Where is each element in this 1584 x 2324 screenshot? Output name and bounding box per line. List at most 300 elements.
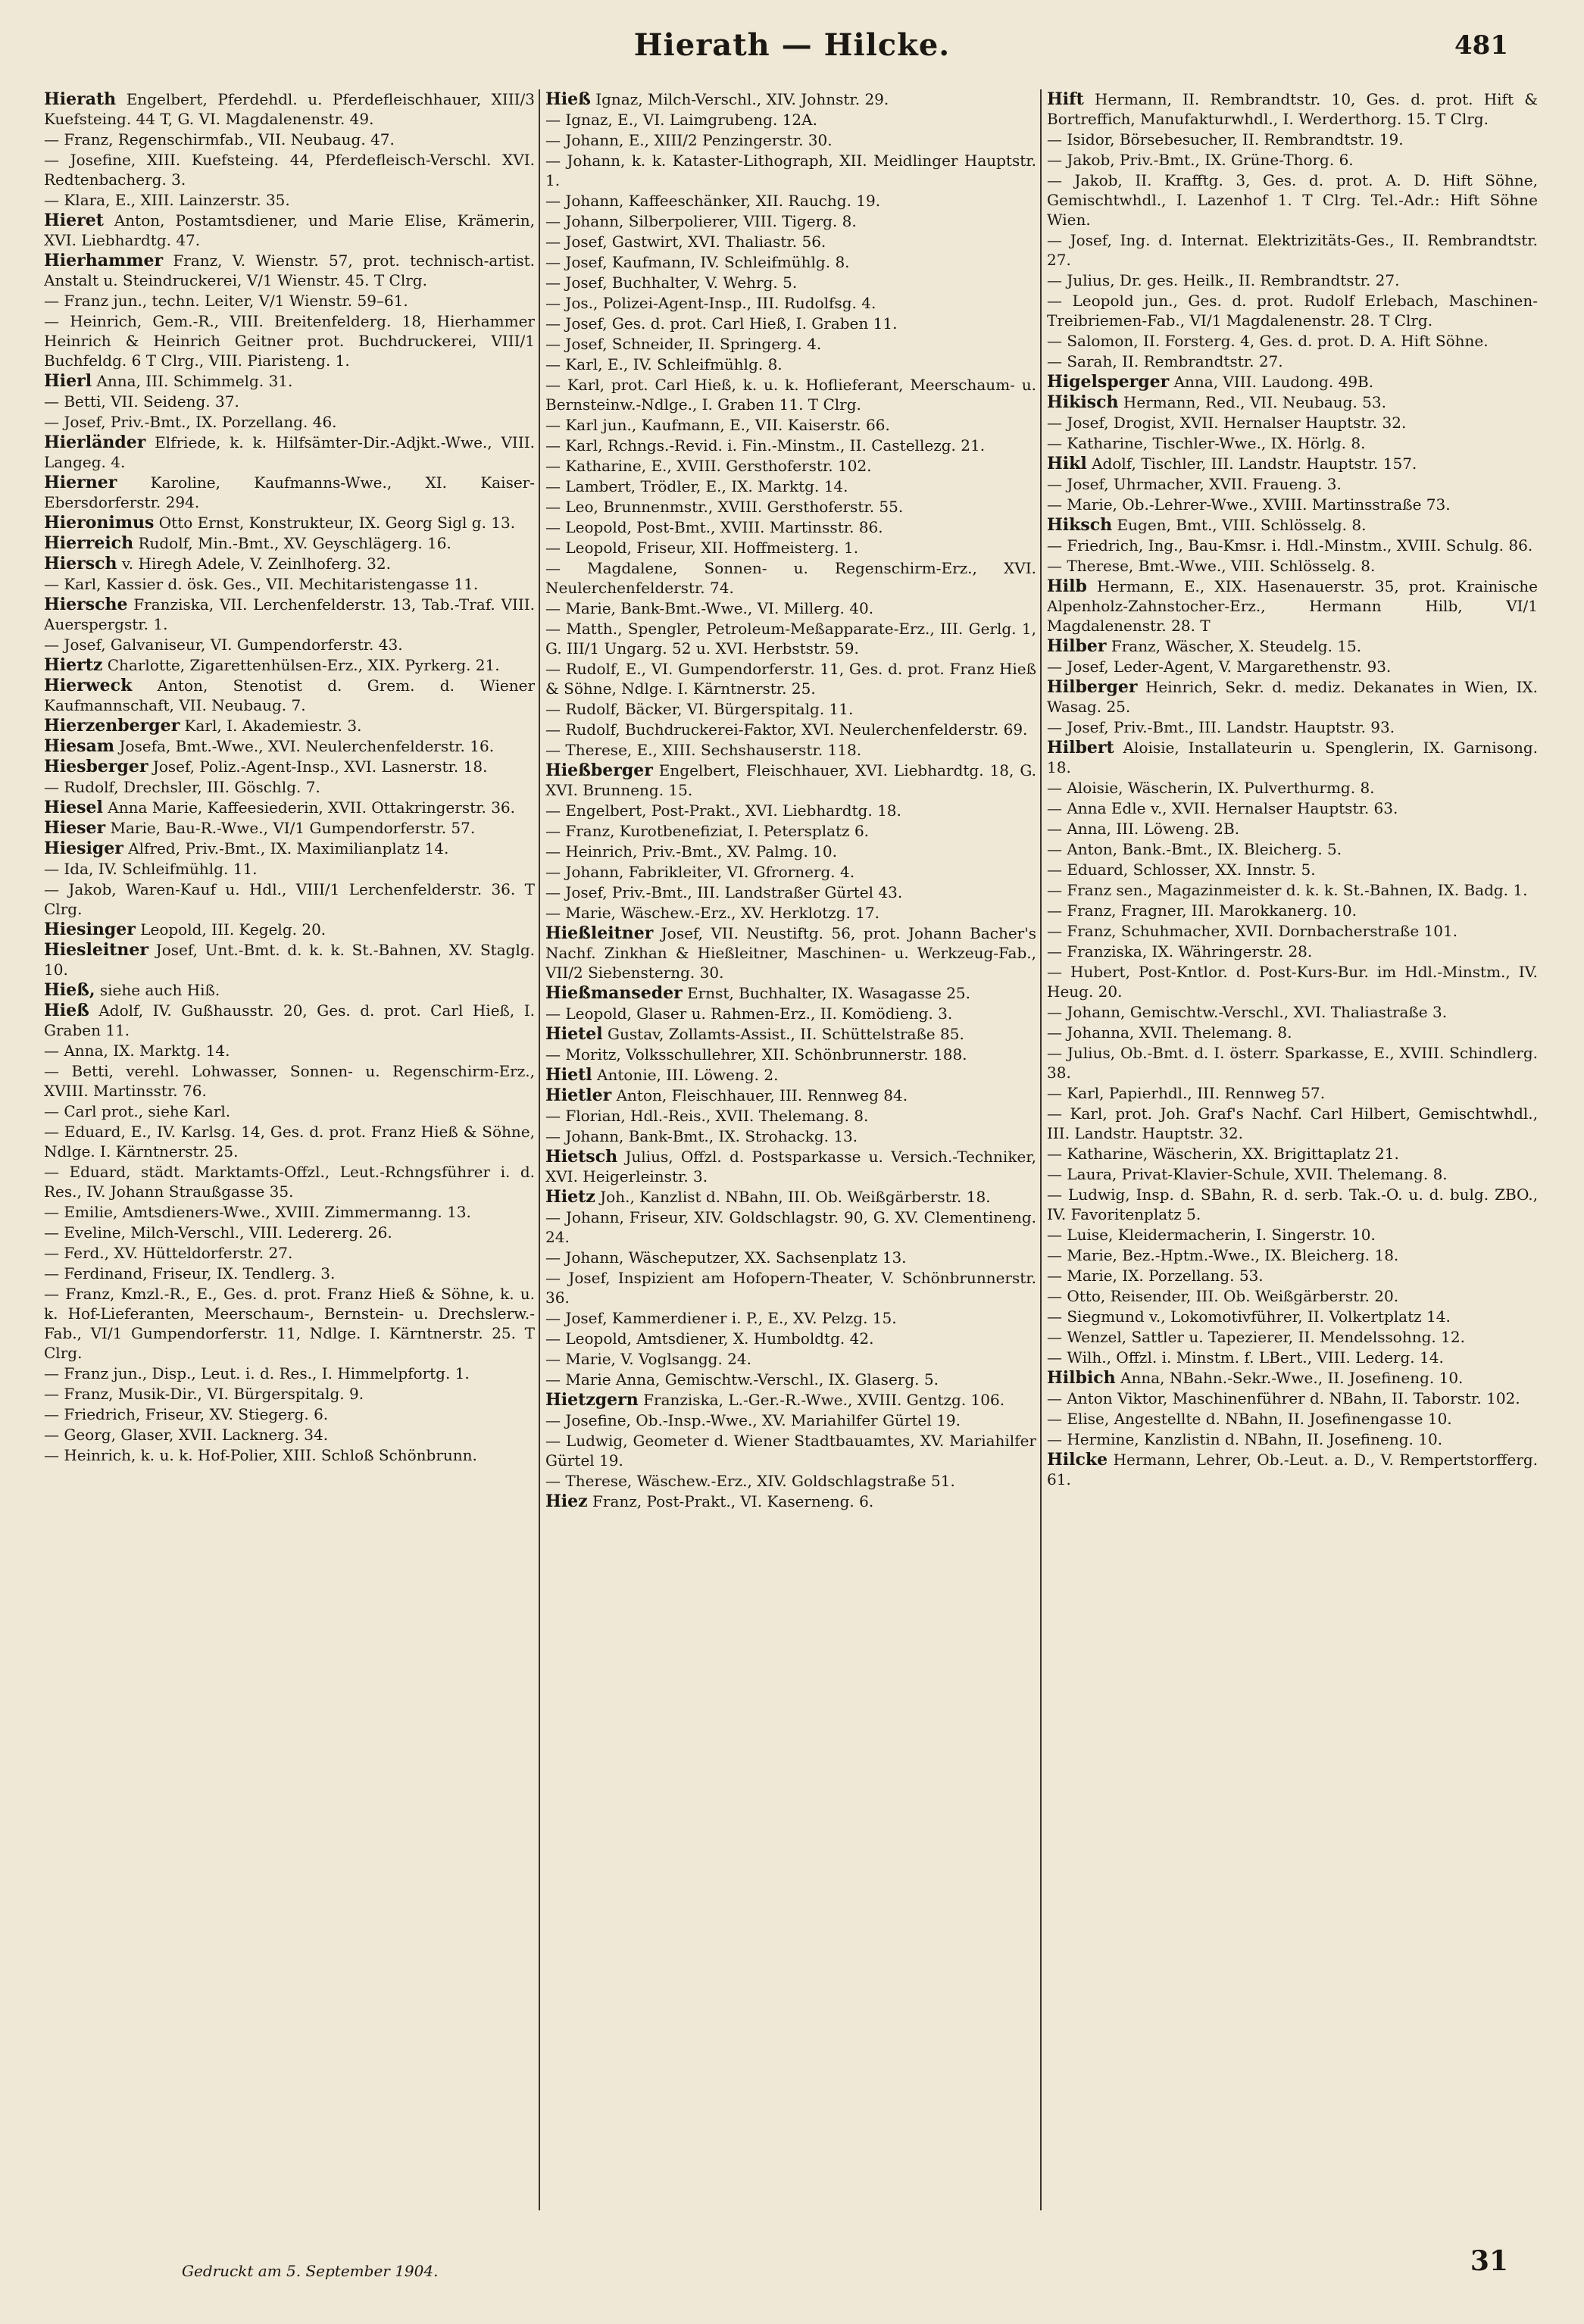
entry-text: Ernst, Buchhalter, IX. Wasagasse 25.	[687, 984, 971, 1002]
directory-entry	[1047, 495, 1538, 514]
entry-text: Engelbert, Fleischhauer, XVI. Liebhardtg. 18, G. XVI. Brunneng. 15.	[545, 761, 1036, 799]
directory-entry	[44, 574, 535, 594]
entry-surname: Hietler	[545, 1085, 612, 1105]
entry-text: — Julius, Ob.-Bmt. d. I. österr. Sparkasse, E., XVIII. Schindlerg. 38.	[1047, 1044, 1538, 1082]
entry-text: — Florian, Hdl.-Reis., XVII. Thelemang. 8.	[545, 1107, 869, 1125]
directory-entry	[1047, 130, 1538, 149]
entry-surname: Higelsperger	[1047, 372, 1170, 392]
directory-entry	[1047, 89, 1538, 129]
entry-text: — Hermine, Kanzlistin d. NBahn, II. Josefineng. 10.	[1047, 1430, 1443, 1448]
entry-text: — Marie, Bez.-Hptm.-Wwe., IX. Bleicherg. 18.	[1047, 1246, 1399, 1264]
entry-text: — Karl, E., IV. Schleifmühlg. 8.	[545, 355, 783, 373]
directory-entry	[44, 757, 535, 776]
entry-text: Hermann, E., XIX. Hasenauerstr. 35, prot. Krainische Alpenholz-Zahnstocher-Erz., Hermann Hilb, VI/1 Magdalenenstr. 28. T	[1047, 577, 1538, 635]
directory-entry	[1047, 880, 1538, 900]
directory-entry	[1047, 556, 1538, 576]
directory-entry	[545, 720, 1036, 739]
entry-text: — Josef, Ing. d. Internat. Elektrizitäts-Ges., II. Rembrandtstr. 27.	[1047, 231, 1538, 269]
directory-entry	[1047, 1023, 1538, 1042]
entry-surname: Hießleitner	[545, 923, 654, 943]
entry-surname: Hieß	[44, 1001, 89, 1020]
directory-entry	[44, 473, 535, 512]
column-1	[44, 89, 535, 2210]
entry-text: Engelbert, Pferdehdl. u. Pferdefleischhauer, XIII/3 Kuefsteing. 44 T, G. VI. Magdalenenstr. 49.	[44, 90, 535, 128]
entry-surname: Hiesinger	[44, 920, 136, 939]
directory-entry	[44, 676, 535, 715]
directory-entry	[44, 736, 535, 756]
entry-text: Josef, VII. Neustiftg. 56, prot. Johann Bacher's Nachf. Zinkhan & Hießleitner, Maschinen- u. Werkzeug-Fab., VII/2 Siebensterng. 30.	[545, 924, 1036, 982]
directory-entry	[44, 1243, 535, 1263]
directory-entry	[545, 1471, 1036, 1491]
entry-surname: Hift	[1047, 89, 1084, 109]
entry-text: — Sarah, II. Rembrandtstr. 27.	[1047, 352, 1283, 370]
entry-surname: Hilber	[1047, 636, 1107, 656]
directory-entry	[545, 1268, 1036, 1307]
directory-entry	[44, 818, 535, 838]
directory-entry	[545, 1492, 1036, 1511]
entry-text: Heinrich, Sekr. d. mediz. Dekanates in Wien, IX. Wasag. 25.	[1047, 678, 1538, 716]
directory-entry	[1047, 1307, 1538, 1326]
entry-text: — Marie, Wäschew.-Erz., XV. Herklotzg. 17.	[545, 904, 880, 922]
column-divider	[539, 89, 540, 2210]
entry-text: — Hubert, Post-Kntlor. d. Post-Kurs-Bur. im Hdl.-Minstm., IV. Heug. 20.	[1047, 963, 1538, 1001]
directory-entry	[545, 232, 1036, 251]
entry-text: — Engelbert, Post-Prakt., XVI. Liebhardtg. 18.	[545, 801, 901, 820]
entry-text: — Ferdinand, Friseur, IX. Tendlerg. 3.	[44, 1264, 336, 1282]
entry-text: — Lambert, Trödler, E., IX. Marktg. 14.	[545, 477, 848, 495]
entry-surname: Hierreich	[44, 533, 134, 553]
entry-text: Anna, VIII. Laudong. 49B.	[1173, 373, 1374, 391]
directory-entry	[545, 1248, 1036, 1267]
entry-text: — Johanna, XVII. Thelemang. 8.	[1047, 1023, 1292, 1042]
entry-text: — Johann, Gemischtw.-Verschl., XVI. Thaliastraße 3.	[1047, 1003, 1448, 1021]
directory-entry	[1047, 1002, 1538, 1022]
page-number: 481	[1454, 30, 1508, 61]
directory-entry	[44, 392, 535, 411]
directory-entry	[44, 595, 535, 634]
directory-entry	[545, 476, 1036, 496]
directory-entry	[44, 371, 535, 391]
print-date: Gedruckt am 5. September 1904.	[182, 2262, 439, 2280]
directory-entry	[545, 1126, 1036, 1146]
directory-entry	[1047, 962, 1538, 1001]
entry-surname: Hiesberger	[44, 757, 148, 776]
directory-entry	[44, 554, 535, 573]
entry-surname: Hierländer	[44, 433, 146, 452]
entry-text: — Josef, Priv.-Bmt., III. Landstraßer Gürtel 43.	[545, 883, 903, 901]
entry-text: — Eduard, städt. Marktamts-Offzl., Leut.-Rchngsführer i. d. Res., IV. Johann Straußgasse 35.	[44, 1163, 535, 1201]
directory-entry	[44, 798, 535, 817]
entry-surname: Hilcke	[1047, 1450, 1108, 1470]
directory-entry	[1047, 1245, 1538, 1265]
directory-entry	[545, 1187, 1036, 1207]
directory-entry	[44, 1425, 535, 1445]
entry-text: — Marie, IX. Porzellang. 53.	[1047, 1267, 1264, 1285]
entry-text: Elfriede, k. k. Hilfsämter-Dir.-Adjkt.-Wwe., VIII. Langeg. 4.	[44, 433, 535, 471]
entry-text: — Luise, Kleidermacherin, I. Singerstr. 10.	[1047, 1226, 1376, 1244]
directory-entry	[44, 130, 535, 149]
directory-entry	[44, 211, 535, 250]
directory-entry	[545, 761, 1036, 800]
entry-text: Anton, Fleischhauer, III. Rennweg 84.	[616, 1086, 908, 1104]
directory-entry	[1047, 291, 1538, 330]
entry-text: — Johann, Friseur, XIV. Goldschlagstr. 90, G. XV. Clementineng. 24.	[545, 1208, 1036, 1246]
entry-text: — Eveline, Milch-Verschl., VIII. Ledererg. 26.	[44, 1223, 392, 1242]
entry-text: — Franz sen., Magazinmeister d. k. k. St.-Bahnen, IX. Badg. 1.	[1047, 881, 1528, 899]
entry-text: — Jakob, Waren-Kauf u. Hdl., VIII/1 Lerchenfelderstr. 36. T Clrg.	[44, 880, 535, 918]
entry-surname: Hilbert	[1047, 738, 1114, 757]
entry-surname: Hierl	[44, 371, 92, 391]
directory-entry	[44, 533, 535, 553]
directory-entry	[545, 801, 1036, 820]
directory-entry	[1047, 392, 1538, 412]
directory-entry	[545, 456, 1036, 476]
directory-entry	[1047, 1144, 1538, 1164]
entry-surname: Hietl	[545, 1065, 592, 1085]
entry-text: — Rudolf, Bäcker, VI. Bürgerspitalg. 11.	[545, 700, 854, 718]
directory-entry	[1047, 170, 1538, 230]
directory-entry	[1047, 1368, 1538, 1388]
directory-entry	[1047, 1348, 1538, 1367]
entry-text: — Siegmund v., Lokomotivführer, II. Volkertplatz 14.	[1047, 1307, 1451, 1326]
directory-entry	[545, 699, 1036, 719]
entry-surname: Hieronimus	[44, 513, 155, 533]
entry-text: — Johann, Wäscheputzer, XX. Sachsenplatz 13.	[545, 1248, 907, 1267]
entry-text: — Johann, Kaffeeschänker, XII. Rauchg. 19.	[545, 192, 881, 210]
entry-text: — Josef, Schneider, II. Springerg. 4.	[545, 335, 822, 353]
directory-entry	[44, 655, 535, 675]
entry-text: — Leopold, Post-Bmt., XVIII. Martinsstr. 86.	[545, 518, 883, 536]
entry-surname: Hießmanseder	[545, 983, 683, 1003]
directory-entry	[44, 920, 535, 939]
entry-surname: Hietsch	[545, 1147, 618, 1167]
directory-entry	[1047, 1286, 1538, 1306]
entry-text: Hermann, Red., VII. Neubaug. 53.	[1123, 393, 1386, 411]
entry-text: — Friedrich, Friseur, XV. Stiegerg. 6.	[44, 1405, 329, 1423]
directory-entry	[545, 1370, 1036, 1389]
directory-entry	[1047, 901, 1538, 920]
entry-surname: Hikl	[1047, 454, 1087, 473]
directory-entry	[44, 1041, 535, 1060]
directory-entry	[1047, 270, 1538, 290]
directory-entry	[545, 314, 1036, 333]
directory-entry	[545, 923, 1036, 982]
entry-text: — Josef, Priv.-Bmt., III. Landstr. Hauptstr. 93.	[1047, 718, 1395, 736]
directory-entry	[1047, 1409, 1538, 1429]
entry-text: — Josef, Kaufmann, IV. Schleifmühlg. 8.	[545, 253, 850, 271]
directory-entry	[545, 273, 1036, 292]
directory-entry	[44, 859, 535, 879]
directory-entry	[44, 1264, 535, 1283]
directory-entry	[44, 190, 535, 210]
directory-entry	[545, 1349, 1036, 1369]
entry-text: — Marie, Ob.-Lehrer-Wwe., XVIII. Martinsstraße 73.	[1047, 495, 1451, 514]
entry-text: — Elise, Angestellte d. NBahn, II. Josefinengasse 10.	[1047, 1410, 1452, 1428]
directory-entry	[545, 862, 1036, 882]
entry-text: Alfred, Priv.-Bmt., IX. Maximilianplatz 14.	[128, 839, 449, 857]
directory-entry	[545, 1329, 1036, 1348]
directory-entry	[1047, 1043, 1538, 1082]
entry-text: — Ludwig, Insp. d. SBahn, R. d. serb. Tak.-O. u. d. bulg. ZBO., IV. Favoritenplatz 5.	[1047, 1185, 1538, 1223]
column-divider	[1040, 89, 1042, 2210]
entry-text: — Katharine, Wäscherin, XX. Brigittaplatz 21.	[1047, 1145, 1399, 1163]
running-title: Hierath — Hilcke.	[633, 27, 951, 63]
directory-entry	[1047, 515, 1538, 535]
directory-entry	[44, 635, 535, 654]
directory-entry	[545, 821, 1036, 841]
entry-text: — Eduard, Schlosser, XX. Innstr. 5.	[1047, 861, 1316, 879]
directory-entry	[1047, 1429, 1538, 1449]
entry-text: Karoline, Kaufmanns-Wwe., XI. Kaiser-Ebersdorferstr. 294.	[44, 473, 535, 511]
entry-text: — Franz jun., techn. Leiter, V/1 Wienstr. 59–61.	[44, 292, 408, 310]
directory-entry	[44, 251, 535, 290]
directory-entry	[1047, 433, 1538, 453]
directory-entry	[545, 1085, 1036, 1105]
entry-text: Anna Marie, Kaffeesiederin, XVII. Ottakringerstr. 36.	[108, 798, 516, 817]
entry-text: — Wenzel, Sattler u. Tapezierer, II. Mendelssohng. 12.	[1047, 1328, 1465, 1346]
entry-surname: Hierzenberger	[44, 716, 180, 736]
directory-entry	[1047, 1083, 1538, 1103]
entry-text: — Leopold, Friseur, XII. Hoffmeisterg. 1.	[545, 539, 859, 557]
entry-text: Ignaz, Milch-Verschl., XIV. Johnstr. 29.	[595, 90, 889, 108]
directory-entry	[545, 1390, 1036, 1410]
entry-surname: Hießberger	[545, 761, 653, 780]
directory-entry	[545, 1308, 1036, 1328]
directory-entry	[1047, 677, 1538, 717]
entry-text: — Franziska, IX. Währingerstr. 28.	[1047, 942, 1313, 961]
entry-text: — Johann, k. k. Kataster-Lithograph, XII. Meidlinger Hauptstr. 1.	[545, 151, 1036, 189]
entry-text: — Josef, Leder-Agent, V. Margarethenstr. 93.	[1047, 658, 1392, 676]
entry-text: — Josef, Ges. d. prot. Carl Hieß, I. Graben 11.	[545, 314, 898, 333]
entry-text: — Marie, Bank-Bmt.-Wwe., VI. Millerg. 40.	[545, 599, 874, 617]
entry-text: — Anton Viktor, Maschinenführer d. NBahn, II. Taborstr. 102.	[1047, 1389, 1520, 1407]
entry-text: — Karl, Papierhdl., III. Rennweg 57.	[1047, 1084, 1326, 1102]
page-header	[0, 27, 1584, 73]
entry-surname: Hierner	[44, 473, 117, 492]
entry-text: — Franz, Fragner, III. Marokkanerg. 10.	[1047, 901, 1357, 920]
entry-text: Franz, V. Wienstr. 57, prot. technisch-artist. Anstalt u. Steindruckerei, V/1 Wienstr. 45. T Clrg.	[44, 251, 535, 289]
entry-text: — Josef, Uhrmacher, XVII. Fraueng. 3.	[1047, 475, 1342, 493]
entry-text: — Karl, Rchngs.-Revid. i. Fin.-Minstm., II. Castellezg. 21.	[545, 436, 986, 454]
entry-surname: Hietzgern	[545, 1390, 639, 1410]
entry-text: — Katharine, Tischler-Wwe., IX. Hörlg. 8.	[1047, 434, 1366, 452]
directory-entry	[1047, 576, 1538, 636]
entry-surname: Hiesleitner	[44, 940, 148, 960]
entry-text: — Josefine, XIII. Kuefsteing. 44, Pferdefleisch-Verschl. XVI. Redtenbacherg. 3.	[44, 151, 535, 189]
entry-text: — Julius, Dr. ges. Heilk., II. Rembrandtstr. 27.	[1047, 271, 1400, 289]
entry-text: — Matth., Spengler, Petroleum-Meßapparate-Erz., III. Gerlg. 1, G. III/1 Ungarg. 52 u. XVI. Herbststr. 59.	[545, 620, 1036, 658]
directory-entry	[545, 619, 1036, 658]
directory-entry	[44, 1101, 535, 1121]
directory-entry	[44, 89, 535, 129]
directory-entry	[44, 1445, 535, 1465]
directory-entry	[1047, 1266, 1538, 1285]
directory-entry	[44, 879, 535, 919]
entry-text: — Karl, prot. Carl Hieß, k. u. k. Hoflieferant, Meerschaum- u. Bernsteinw.-Ndlge., I. Graben 11. T Clrg.	[545, 376, 1036, 414]
entry-text: — Rudolf, Drechsler, III. Göschlg. 7.	[44, 778, 320, 796]
directory-entry	[545, 355, 1036, 374]
directory-entry	[545, 1207, 1036, 1247]
directory-entry	[44, 1384, 535, 1404]
entry-text: — Josef, Inspizient am Hofopern-Theater, V. Schönbrunnerstr. 36.	[545, 1269, 1036, 1307]
entry-surname: Hieser	[44, 818, 106, 838]
directory-entry	[1047, 413, 1538, 433]
entry-text: — Johann, E., XIII/2 Penzingerstr. 30.	[545, 131, 833, 149]
entry-text: — Moritz, Volksschullehrer, XII. Schönbrunnerstr. 188.	[545, 1045, 967, 1064]
entry-text: — Laura, Privat-Klavier-Schule, XVII. Thelemang. 8.	[1047, 1165, 1448, 1183]
directory-entry	[1047, 1164, 1538, 1184]
entry-surname: Hiez	[545, 1492, 588, 1511]
entry-text: — Emilie, Amtsdieners-Wwe., XVIII. Zimmermanng. 13.	[44, 1203, 471, 1221]
entry-text: — Georg, Glaser, XVII. Lacknerg. 34.	[44, 1426, 329, 1444]
entry-text: — Franz, Kmzl.-R., E., Ges. d. prot. Franz Hieß & Söhne, k. u. k. Hof-Lieferanten, Meerschaum-, Bernstein- u. Drechslerw.-Fab., VI/1 Gumpendorferstr. 11, Ndlge. I. Kärntnerstr. 25. T Clrg.	[44, 1285, 535, 1362]
entry-surname: Hietz	[545, 1187, 595, 1207]
directory-entry	[44, 311, 535, 370]
entry-text: Antonie, III. Löweng. 2.	[597, 1066, 779, 1084]
directory-entry	[44, 1284, 535, 1363]
entry-text: — Heinrich, k. u. k. Hof-Polier, XIII. Schloß Schönbrunn.	[44, 1446, 477, 1464]
entry-text: — Anna, IX. Marktg. 14.	[44, 1042, 230, 1060]
entry-text: — Anna Edle v., XVII. Hernalser Hauptstr. 63.	[1047, 799, 1398, 817]
directory-entry	[545, 211, 1036, 231]
entry-text: Franziska, VII. Lerchenfelderstr. 13, Tab.-Traf. VIII. Auerspergstr. 1.	[44, 595, 535, 633]
entry-text: Karl, I. Akademiestr. 3.	[184, 717, 362, 735]
directory-entry	[545, 293, 1036, 313]
directory-entry	[1047, 778, 1538, 798]
directory-entry	[1047, 798, 1538, 818]
directory-entry	[44, 1202, 535, 1222]
entry-text: — Josef, Galvaniseur, VI. Gumpendorferstr. 43.	[44, 636, 403, 654]
directory-entry	[545, 1065, 1036, 1085]
directory-entry	[1047, 150, 1538, 170]
entry-surname: Hierweck	[44, 676, 133, 695]
entry-text: — Anna, III. Löweng. 2B.	[1047, 820, 1240, 838]
directory-entry	[545, 1431, 1036, 1470]
entry-text: — Therese, Wäschew.-Erz., XIV. Goldschlagstraße 51.	[545, 1472, 955, 1490]
entry-text: Adolf, IV. Gußhausstr. 20, Ges. d. prot. Carl Hieß, I. Graben 11.	[44, 1001, 535, 1039]
sheet-number: 31	[1470, 2245, 1508, 2277]
directory-entry	[1047, 331, 1538, 351]
directory-entry	[1047, 1450, 1538, 1489]
directory-entry	[545, 740, 1036, 760]
directory-entry	[44, 716, 535, 736]
entry-surname: Hiertz	[44, 655, 103, 675]
entry-surname: Hilb	[1047, 576, 1087, 596]
entry-text: — Wilh., Offzl. i. Minstm. f. LBert., VIII. Lederg. 14.	[1047, 1348, 1444, 1367]
entry-text: — Therese, Bmt.-Wwe., VIII. Schlösselg. 8.	[1047, 557, 1376, 575]
directory-entry	[44, 777, 535, 797]
directory-entry	[545, 1045, 1036, 1064]
entry-text: — Aloisie, Wäscherin, IX. Pulverthurmg. 8.	[1047, 779, 1375, 797]
entry-surname: Hikisch	[1047, 392, 1119, 412]
entry-surname: Hietel	[545, 1024, 603, 1044]
entry-surname: Hiesam	[44, 736, 115, 756]
directory-entry	[1047, 474, 1538, 494]
entry-text: — Katharine, E., XVIII. Gersthoferstr. 102.	[545, 457, 872, 475]
directory-entry	[44, 940, 535, 979]
entry-text: Franz, Post-Prakt., VI. Kaserneng. 6.	[592, 1492, 874, 1510]
entry-text: Otto Ernst, Konstrukteur, IX. Georg Sigl g. 13.	[158, 514, 516, 532]
entry-text: — Heinrich, Gem.-R., VIII. Breitenfelderg. 18, Hierhammer Heinrich & Heinrich Geitner prot. Buchdruckerei, VIII/1 Buchfeldg. 6 T Clrg., VIII. Piaristeng. 1.	[44, 312, 535, 370]
entry-text: — Klara, E., XIII. Lainzerstr. 35.	[44, 191, 290, 209]
entry-text: Anton, Postamtsdiener, und Marie Elise, Krämerin, XVI. Liebhardtg. 47.	[44, 211, 535, 249]
entry-text: — Franz, Kurotbenefiziat, I. Petersplatz 6.	[545, 822, 870, 840]
entry-text: siehe auch Hiß.	[99, 981, 220, 999]
entry-text: Charlotte, Zigarettenhülsen-Erz., XIX. Pyrkerg. 21.	[107, 656, 500, 674]
entry-text: Aloisie, Installateurin u. Spenglerin, IX. Garnisong. 18.	[1047, 739, 1538, 776]
entry-text: — Franz jun., Disp., Leut. i. d. Res., I. Himmelpfortg. 1.	[44, 1364, 470, 1382]
column-3	[1047, 89, 1538, 2210]
entry-text: — Betti, verehl. Lohwasser, Sonnen- u. Regenschirm-Erz., XVIII. Martinsstr. 76.	[44, 1062, 535, 1100]
entry-text: — Josef, Kammerdiener i. P., E., XV. Pelzg. 15.	[545, 1309, 897, 1327]
entry-surname: Hierhammer	[44, 251, 164, 270]
directory-entry	[1047, 717, 1538, 737]
entry-text: — Leopold, Glaser u. Rahmen-Erz., II. Komödieng. 3.	[545, 1004, 953, 1023]
entry-text: — Carl prot., siehe Karl.	[44, 1102, 231, 1120]
entry-text: — Johann, Fabrikleiter, VI. Gfrornerg. 4.	[545, 863, 855, 881]
entry-text: — Johann, Silberpolierer, VIII. Tigerg. 8.	[545, 212, 857, 230]
directory-entry	[1047, 1388, 1538, 1408]
directory-entry	[545, 538, 1036, 558]
entry-text: — Therese, E., XIII. Sechshauserstr. 118.	[545, 741, 862, 759]
directory-entry	[1047, 657, 1538, 676]
directory-entry	[545, 497, 1036, 517]
directory-entry	[1047, 942, 1538, 961]
entry-surname: Hilberger	[1047, 677, 1138, 697]
entry-text: Hermann, Lehrer, Ob.-Leut. a. D., V. Rempertstorfferg. 61.	[1047, 1451, 1538, 1488]
entry-text: — Isidor, Börsebesucher, II. Rembrandtstr. 19.	[1047, 130, 1404, 148]
directory-entry	[545, 558, 1036, 598]
entry-surname: Hiersch	[44, 554, 117, 573]
directory-entry	[1047, 536, 1538, 555]
directory-entry	[1047, 1104, 1538, 1143]
entry-text: Leopold, III. Kegelg. 20.	[140, 920, 326, 939]
entry-text: — Franz, Schuhmacher, XVII. Dornbacherstraße 101.	[1047, 922, 1458, 940]
directory-entry	[44, 150, 535, 189]
directory-entry	[545, 517, 1036, 537]
directory-entry	[545, 1004, 1036, 1023]
directory-entry	[44, 1363, 535, 1383]
column-2	[545, 89, 1036, 2210]
directory-entry	[44, 1122, 535, 1161]
directory-entry	[545, 130, 1036, 150]
entry-text: Eugen, Bmt., VIII. Schlösselg. 8.	[1117, 516, 1367, 534]
entry-text: — Josef, Priv.-Bmt., IX. Porzellang. 46.	[44, 413, 337, 431]
directory-entry	[545, 151, 1036, 190]
directory-entry	[545, 1106, 1036, 1126]
entry-surname: Hiksch	[1047, 515, 1113, 535]
entry-text: — Rudolf, Buchdruckerei-Faktor, XVI. Neulerchenfelderstr. 69.	[545, 720, 1028, 739]
entry-text: Anton, Stenotist d. Grem. d. Wiener Kaufmannschaft, VII. Neubaug. 7.	[44, 676, 535, 714]
directory-entry	[44, 1061, 535, 1101]
directory-entry	[1047, 921, 1538, 941]
entry-text: Anna, III. Schimmelg. 31.	[96, 372, 293, 390]
entry-text: — Betti, VII. Seideng. 37.	[44, 392, 239, 411]
directory-entry	[545, 842, 1036, 861]
entry-text: v. Hiregh Adele, V. Zeinlhoferg. 32.	[121, 554, 391, 573]
directory-entry	[1047, 230, 1538, 270]
directory-entry	[1047, 454, 1538, 473]
entry-text: Adolf, Tischler, III. Landstr. Hauptstr. 157.	[1092, 454, 1417, 473]
entry-text: — Josefine, Ob.-Insp.-Wwe., XV. Mariahilfer Gürtel 19.	[545, 1411, 961, 1429]
directory-entry	[44, 1223, 535, 1242]
directory-entry	[44, 1404, 535, 1424]
entry-text: Joh., Kanzlist d. NBahn, III. Ob. Weißgärberstr. 18.	[600, 1188, 991, 1206]
entry-text: — Salomon, II. Forsterg. 4, Ges. d. prot. D. A. Hift Söhne.	[1047, 332, 1489, 350]
directory-entry	[545, 983, 1036, 1003]
entry-surname: Hierath	[44, 89, 117, 109]
entry-surname: Hieß	[545, 89, 591, 109]
